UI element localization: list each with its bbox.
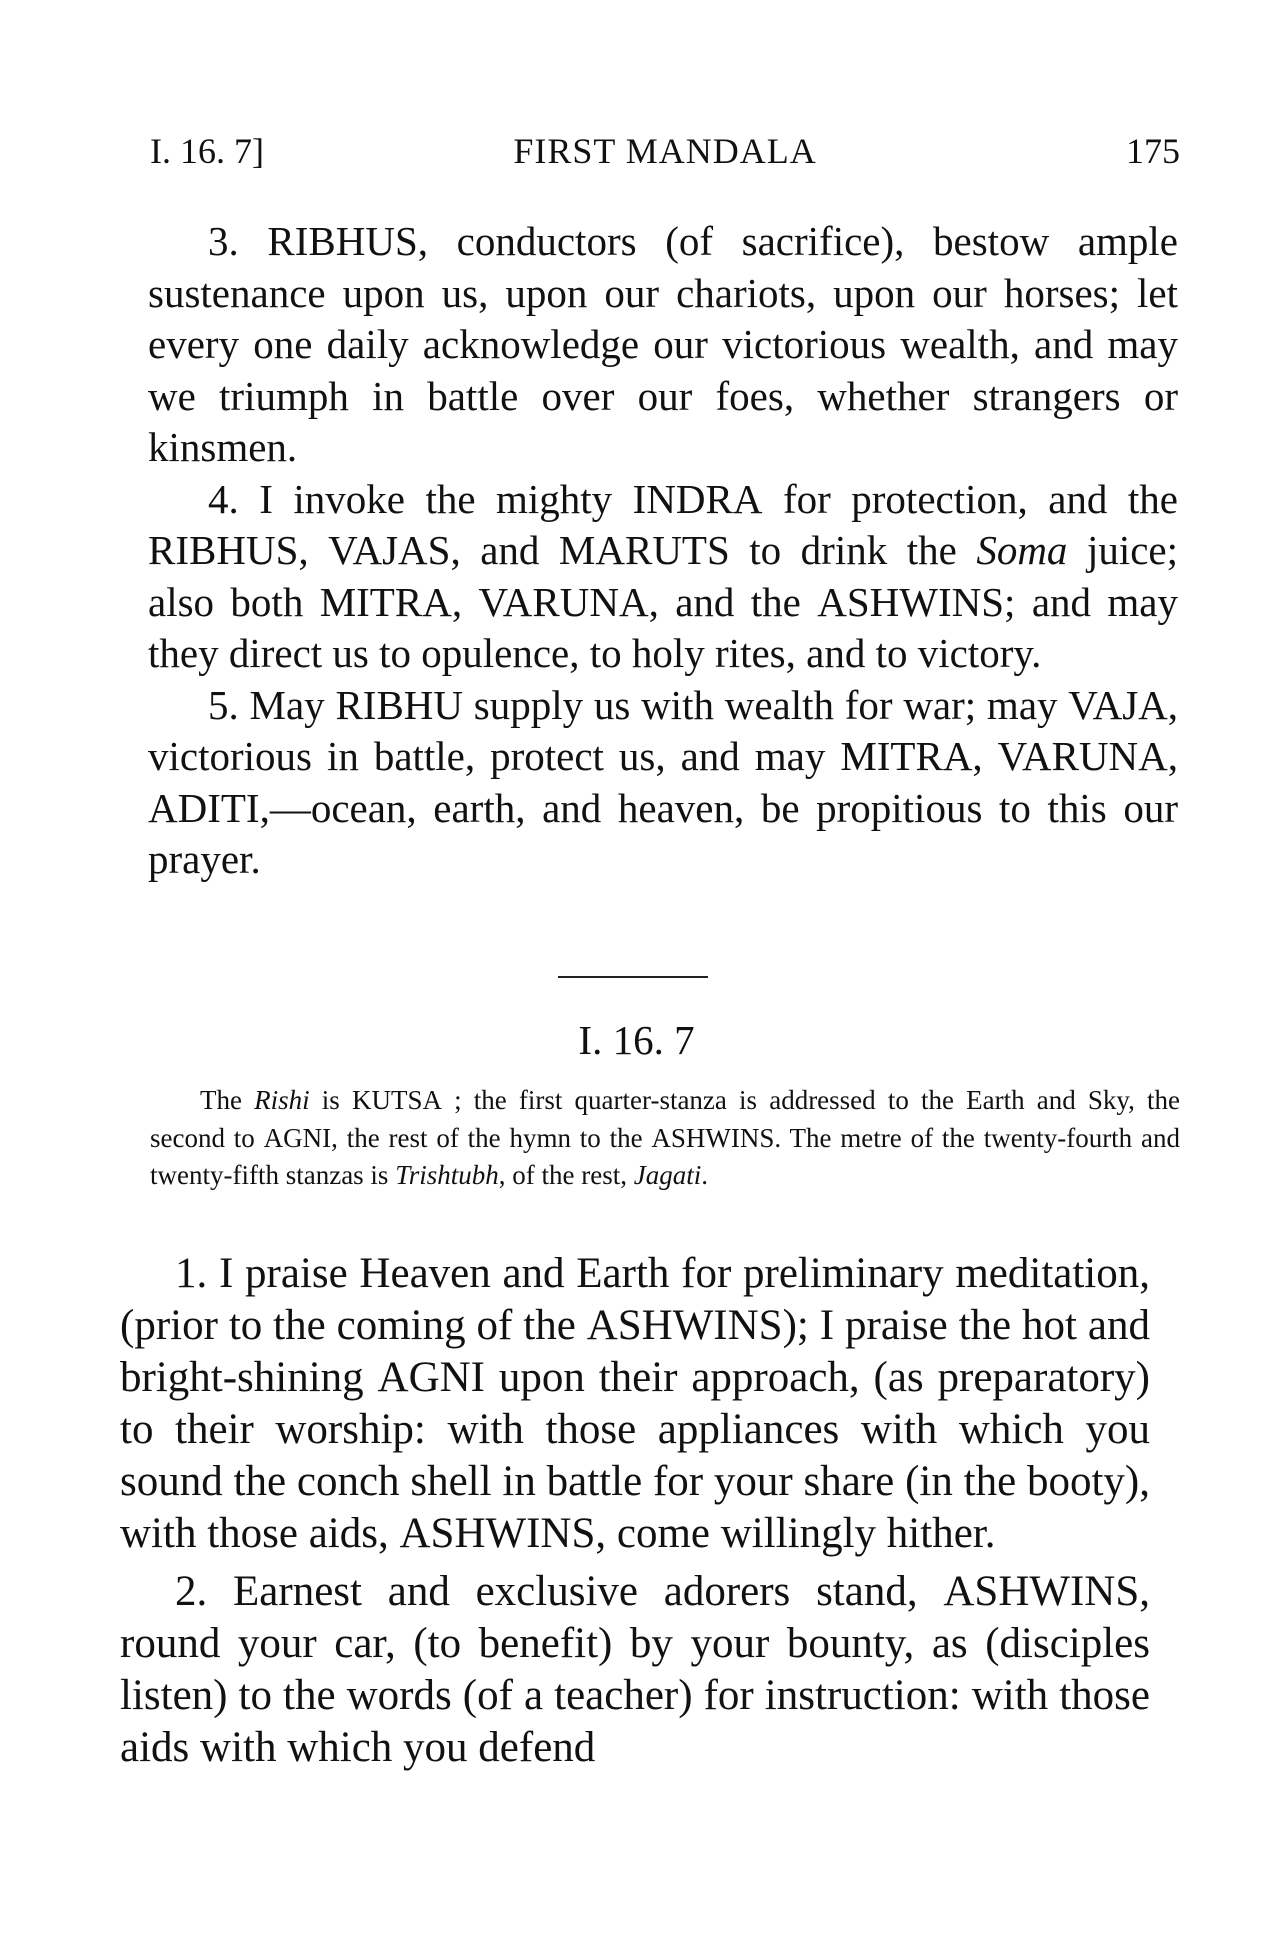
proper-name: MARUTS — [558, 527, 730, 573]
verses-section-a — [148, 216, 1178, 886]
text-run: , of the rest, — [498, 1160, 634, 1190]
hymn-title: I. 16. 7 — [578, 1017, 695, 1063]
proper-name: AGNI — [377, 1354, 485, 1401]
text-run: , — [298, 527, 329, 573]
text-run: to drink the — [729, 527, 977, 573]
verse-number: 3. — [208, 218, 268, 264]
text-run: is — [309, 1085, 352, 1115]
text-run: May — [249, 681, 336, 728]
text-run: The — [200, 1085, 255, 1115]
page-number: 175 — [1126, 131, 1180, 171]
text-run: juice; also both — [148, 527, 1179, 625]
text-run: upon their approach, (as preparatory) to their worship: with those appliances with which you sound the conch shell in battle for your share (in the booty), with those aids, — [120, 1354, 1150, 1557]
proper-name: AGNI — [263, 1122, 332, 1153]
proper-name: ASHWINS — [651, 1122, 775, 1153]
verse-number: 4. — [208, 475, 260, 522]
proper-name: INDRA — [632, 475, 763, 522]
text-run: , — [972, 733, 998, 779]
text-run: , round your car, (to benefit) by your bounty, as (disciples listen) to the words (of a teacher) for instruction: with those aids with which you defend — [120, 1568, 1151, 1771]
verse-number: 1. — [175, 1250, 219, 1297]
text-run: , the rest of the hymn to the — [331, 1122, 652, 1153]
italic-term: Rishi — [254, 1085, 310, 1115]
text-run: , and the — [648, 578, 818, 625]
verse-3 — [148, 216, 1178, 474]
proper-name: ASHWINS — [399, 1510, 596, 1557]
text-run: . — [701, 1160, 708, 1190]
text-run: ,—ocean, earth, and heaven, be propitious to this our prayer. — [148, 784, 1178, 882]
italic-term: Jagati — [633, 1160, 702, 1190]
text-run: , conductors (of sacrifice), bestow ample sustenance upon us, upon our chariots, upon our horses; let every one daily acknowledge our victorious wealth, and may we triumph in battle over our foes, whether strangers or kinsmen. — [148, 218, 1178, 470]
text-run: , — [451, 578, 479, 625]
proper-name: VAJA — [1068, 681, 1168, 728]
text-run: , — [1167, 733, 1179, 779]
proper-name: MITRA — [319, 578, 452, 625]
text-run: ; and may they direct us to opulence, to holy rites, and to victory. — [148, 578, 1178, 676]
proper-name: RIBHUS — [267, 218, 418, 264]
verse-5 — [148, 680, 1178, 886]
proper-name: VAJAS — [328, 527, 451, 573]
text-run: for protection, and the — [762, 475, 1178, 522]
proper-name: ASHWINS — [817, 578, 1005, 625]
text-run: I invoke the mighty — [259, 475, 633, 522]
proper-name: ADITI — [148, 784, 260, 831]
proper-name: RIBHU — [335, 681, 464, 728]
italic-term: Trishtubh — [395, 1160, 499, 1190]
text-run: , come willingly hither. — [595, 1510, 996, 1557]
verse-2 — [120, 1566, 1150, 1774]
text-run: . The metre of the twenty-fourth and twenty-fifth stanzas is — [150, 1122, 1180, 1190]
hymn-introduction-note — [150, 1082, 1180, 1195]
verses-section-b — [120, 1248, 1150, 1780]
proper-name: RIBHUS — [148, 527, 299, 573]
verse-reference: I. 16. 7] — [150, 131, 264, 171]
text-run: , victorious in battle, protect us, and may — [148, 681, 1179, 779]
proper-name: VARUNA — [478, 578, 649, 625]
text-run: , and — [450, 527, 559, 573]
text-run: Earnest and exclusive adorers stand, — [233, 1568, 944, 1615]
verse-1 — [120, 1248, 1150, 1560]
proper-name: VARUNA — [997, 733, 1168, 779]
italic-term: Soma — [976, 527, 1068, 573]
proper-name: MITRA — [840, 733, 973, 779]
proper-name: KUTSA — [351, 1085, 442, 1115]
section-divider — [558, 976, 708, 978]
verse-number: 2. — [175, 1568, 234, 1615]
running-title: FIRST MANDALA — [513, 131, 817, 171]
text-run: ); I praise the hot and bright-shining — [120, 1302, 1150, 1401]
proper-name: ASHWINS — [586, 1302, 783, 1349]
text-run: ; the first quarter-stanza is addressed to the Earth and Sky, the second to — [150, 1085, 1180, 1153]
text-run: supply us with wealth for war; may — [463, 681, 1069, 728]
proper-name: ASHWINS — [943, 1568, 1140, 1615]
text-run: I praise Heaven and Earth for preliminary meditation, (prior to the coming of the — [120, 1250, 1150, 1349]
verse-4 — [148, 474, 1178, 680]
verse-number: 5. — [208, 681, 250, 728]
page-header — [150, 130, 1180, 190]
